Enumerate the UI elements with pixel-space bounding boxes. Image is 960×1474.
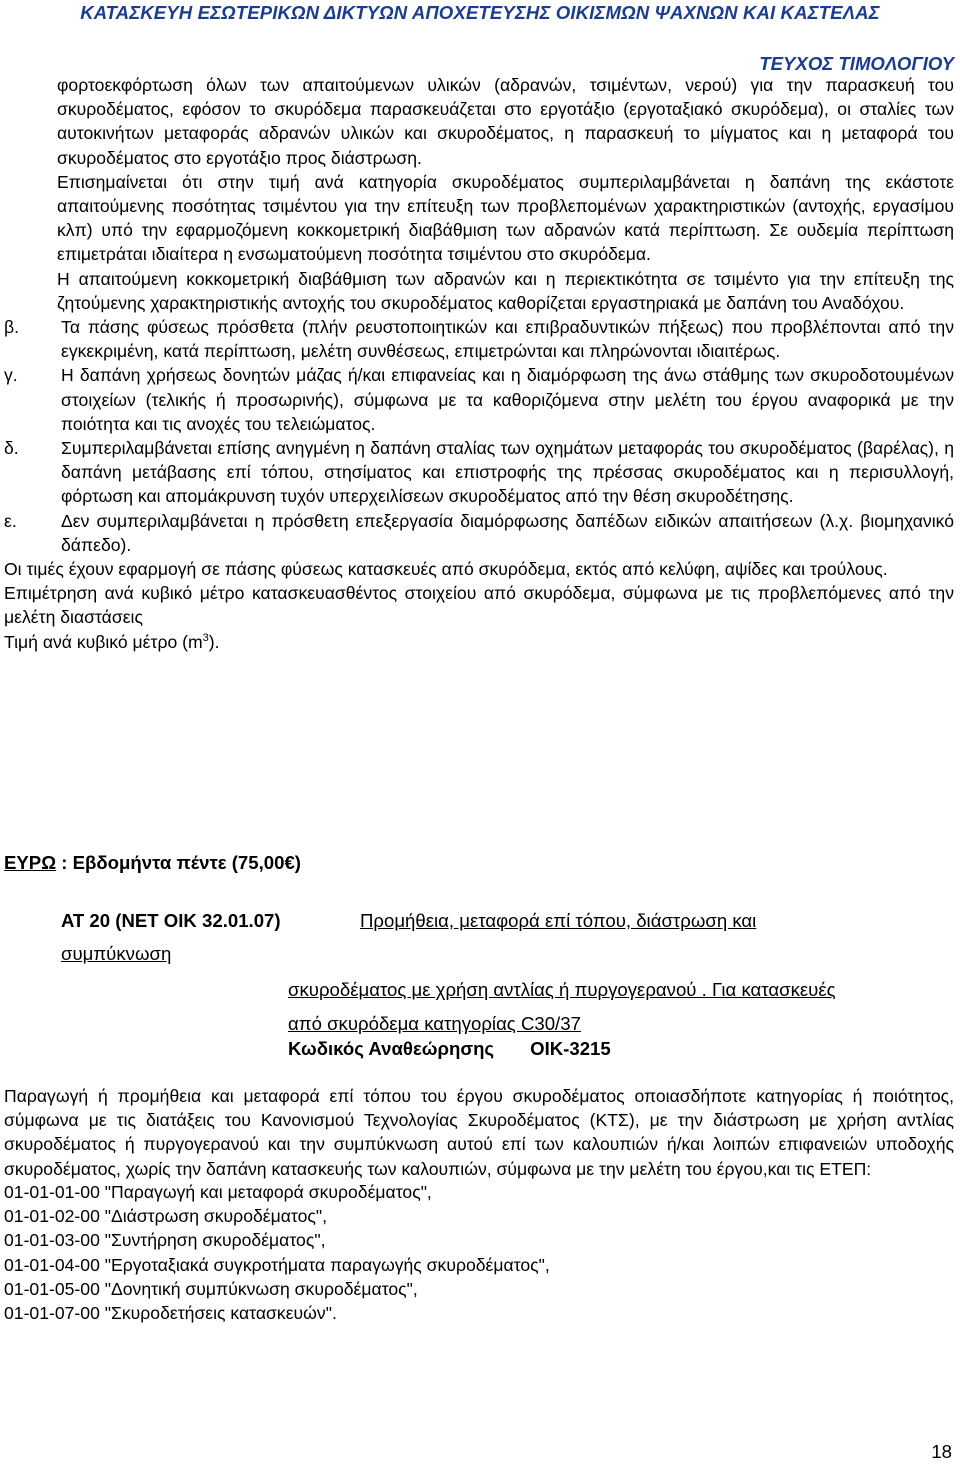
article-description-section xyxy=(0,1084,954,1181)
list-item-text: Η δαπάνη χρήσεως δονητών μάζας ή/και επιφανείας και η διαμόρφωση της άνω στάθμης των σκυροδοτουμένων στοιχείων (τελικής ή προσωρινής), σύμφωνα με τα καθοριζόμενα στην μελέτη του έργου αναφορικά με την ποιότητα και τις ανοχές του τελειώματος. xyxy=(61,365,954,434)
list-item-e xyxy=(0,509,960,557)
etep-list xyxy=(4,1180,954,1325)
intro-section xyxy=(0,73,960,654)
unit-price-close: ). xyxy=(208,631,220,652)
application-paragraph: Οι τιμές έχουν εφαρμογή σε πάσης φύσεως κατασκευές από σκυρόδεμα, εκτός από κελύφη, αψίδες και τρούλους. xyxy=(4,559,888,580)
list-item-c xyxy=(0,363,960,436)
intro-paragraph-3: Η απαιτούμενη κοκκομετρική διαβάθμιση των αδρανών και η περιεκτικότητα σε τσιμέντο για την επίτευξη της ζητούμενης χαρακτηριστικής αντοχής του σκυροδέματος καθορίζεται εργαστηριακά με δαπάνη του Αναδόχου. xyxy=(57,268,954,313)
revision-code-line xyxy=(288,1038,611,1060)
unit-price-line xyxy=(0,630,960,654)
article-title-line-3: σκυροδέματος με χρήση αντλίας ή πυργογερανού . Για κατασκευές xyxy=(288,979,836,1000)
list-item-label: β. xyxy=(4,317,20,338)
list-item-label: δ. xyxy=(4,438,19,459)
etep-list-item: 01-01-01-00 "Παραγωγή και μεταφορά σκυροδέματος", xyxy=(4,1182,432,1202)
etep-list-item: 01-01-03-00 "Συντήρηση σκυροδέματος", xyxy=(4,1230,326,1251)
unit-price-text: Τιμή ανά κυβικό μέτρο (m xyxy=(4,631,203,652)
list-item-label: γ. xyxy=(4,365,18,386)
measurement-paragraph: Επιμέτρηση ανά κυβικό μέτρο κατασκευασθέντος στοιχείου από σκυρόδεμα, σύμφωνα με τις προβλεπόμενες από την μελέτη διαστάσεις xyxy=(4,583,954,628)
document-header-subtitle: ΤΕΥΧΟΣ ΤΙΜΟΛΟΓΙΟΥ xyxy=(759,53,954,74)
payment-amount: : Εβδομήντα πέντε (75,00€) xyxy=(56,852,301,873)
revision-code: ΟΙΚ-3215 xyxy=(530,1038,611,1059)
list-item-b xyxy=(0,315,960,363)
payment-line xyxy=(4,852,301,874)
article-title-line-2: συμπύκνωση xyxy=(61,943,172,964)
list-item-text: Δεν συμπεριλαμβάνεται η πρόσθετη επεξεργασία διαμόρφωσης δαπέδων ειδικών απαιτήσεων (λ.χ. βιομηχανικό δάπεδο). xyxy=(61,510,954,555)
payment-currency: ΕΥΡΩ xyxy=(4,852,57,873)
etep-list-item: 01-01-05-00 "Δονητική συμπύκνωση σκυροδέματος", xyxy=(4,1278,418,1299)
revision-label: Κωδικός Αναθεώρησης xyxy=(288,1038,495,1059)
etep-list-item: 01-01-02-00 "Διάστρωση σκυροδέματος", xyxy=(4,1206,328,1227)
article-title-line-4: από σκυρόδεμα κατηγορίας C30/37 xyxy=(288,1013,581,1034)
intro-paragraph-1: φορτοεκφόρτωση όλων των απαιτούμενων υλικών (αδρανών, τσιμέντων, νερού) για την παρασκευή του σκυροδέματος, εφόσον το σκυρόδεμα παρασκευάζεται στο εργοτάξιο (εργοταξιακό σκυρόδεμα), οι σταλίες των αυτοκινήτων μεταφοράς αδρανών υλικών και σκυροδέματος, η παρασκευή το μίγματος και η μεταφορά του σκυροδέματος στο εργοτάξιο προς διάστρωση. xyxy=(57,75,954,168)
intro-paragraph-2: Επισημαίνεται ότι στην τιμή ανά κατηγορία σκυροδέματος συμπεριλαμβάνεται η δαπάνη της εκάστοτε απαιτούμενης ποσότητας τσιμέντου για την επίτευξη των προβλεπομένων χαρακτηριστικών (αντοχής, εργασίμου κλπ) υπό την εφαρμοζόμενη κοκκομετρική διαβάθμιση των αδρανών κατά περίπτωση. Σε ουδεμία περίπτωση επιμετράται ιδιαίτερα η ενσωματούμενη ποσότητα τσιμέντου στο σκυρόδεμα. xyxy=(57,171,954,265)
list-item-text: Συμπεριλαμβάνεται επίσης ανηγμένη η δαπάνη σταλίας των οχημάτων μεταφοράς του σκυροδέματος (βαρέλας), η δαπάνη μετάβασης επί τόπου, στησίματος και επιστροφής της πρέσσας σκυροδέματος και η περισυλλογή, φόρτωση και απομάκρυνση τυχόν υπερχειλίσεων σκυροδέματος από την θέση σκυροδέτησης. xyxy=(61,438,954,507)
article-description: Παραγωγή ή προμήθεια και μεταφορά επί τόπου του έργου σκυροδέματος οποιασδήποτε κατηγορίας ή ποιότητος, σύμφωνα με τις διατάξεις του Κανονισμού Τεχνολογίας Σκυροδέματος (ΚΤΣ), με την διάστρωση με χρήση αντλίας σκυροδέματος ή πυργογερανού και την συμπύκνωση αυτού επί των καλουπιών ή/και λοιπών επιφανειών υποδοχής σκυροδέματος, χωρίς την δαπάνη κατασκευής των καλουπιών, σύμφωνα με την μελέτη του έργου,και τις ΕΤΕΠ: xyxy=(4,1086,954,1179)
article-code: ΑΤ 20 (ΝΕΤ ΟΙΚ 32.01.07) xyxy=(61,910,281,931)
page-number: 18 xyxy=(931,1441,952,1462)
unit-exponent: 3 xyxy=(202,631,209,644)
article-title-line-1: Προμήθεια, μεταφορά επί τόπου, διάστρωση και xyxy=(360,910,757,931)
document-header-title: ΚΑΤΑΣΚΕΥΗ ΕΣΩΤΕΡΙΚΩΝ ΔΙΚΤΥΩΝ ΑΠΟΧΕΤΕΥΣΗΣ ΟΙΚΙΣΜΩΝ ΨΑΧΝΩΝ ΚΑΙ ΚΑΣΤΕΛΑΣ xyxy=(80,2,880,23)
etep-list-item: 01-01-04-00 "Εργοταξιακά συγκροτήματα παραγωγής σκυροδέματος", xyxy=(4,1254,550,1275)
etep-list-item: 01-01-07-00 "Σκυροδετήσεις κατασκευών". xyxy=(4,1303,337,1324)
list-item-d xyxy=(0,436,960,509)
list-item-label: ε. xyxy=(4,510,17,531)
list-item-text: Τα πάσης φύσεως πρόσθετα (πλήν ρευστοποιητικών και επιβραδυντικών πήξεως) που προβλέπονται από την εγκεκριμένη, κατά περίπτωση, μελέτη συνθέσεως, επιμετρώνται και πληρώνονται ιδιαιτέρως. xyxy=(61,317,954,362)
